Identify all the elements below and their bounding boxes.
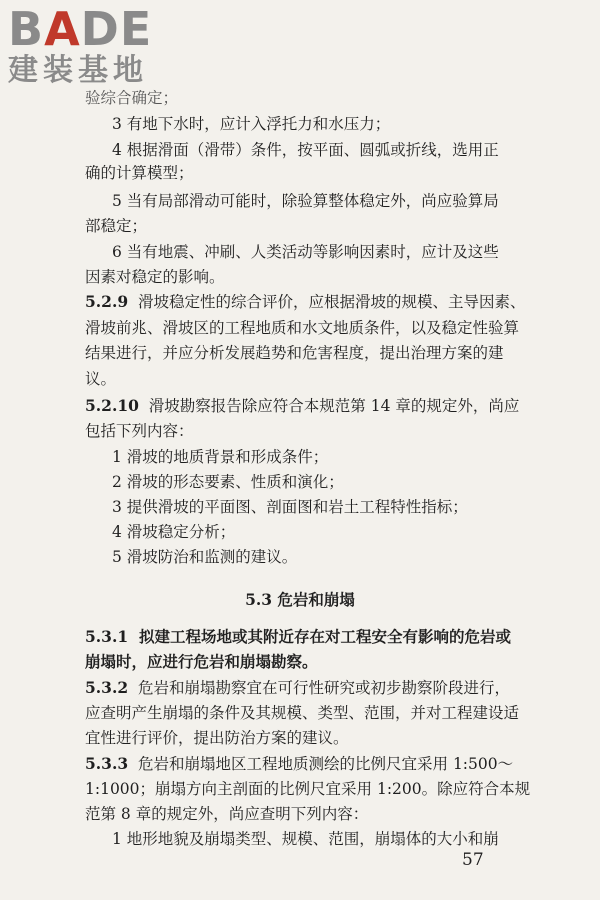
clause-number: 5.3.1 xyxy=(85,627,129,646)
list-item: 1 滑坡的地质背景和形成条件； xyxy=(112,448,329,466)
list-item: 5 滑坡防治和监测的建议。 xyxy=(112,548,298,566)
clause-text: 拟建工程场地或其附近存在对工程安全有影响的危岩或 xyxy=(138,627,511,646)
clause-number: 5.3.2 xyxy=(85,678,129,697)
text-line: 包括下列内容： xyxy=(85,422,194,440)
text-line: 崩塌时，应进行危岩和崩塌勘察。 xyxy=(85,652,318,671)
clause-text: 滑坡勘察报告除应符合本规范第 14 章的规定外，尚应 xyxy=(148,397,520,415)
text-line: 1:1000；崩塌方向主剖面的比例尺宜采用 1:200。除应符合本规 xyxy=(85,780,531,798)
clause-number: 5.2.10 xyxy=(85,396,139,415)
list-item: 2 滑坡的形态要素、性质和演化； xyxy=(112,473,344,491)
text-line: 范第 8 章的规定外，尚应查明下列内容： xyxy=(85,805,369,823)
text-line: 因素对稳定的影响。 xyxy=(85,268,225,286)
text-line: 部稳定； xyxy=(85,217,148,235)
text-line: 应查明产生崩塌的条件及其规模、类型、范围，并对工程建设适 xyxy=(85,704,520,722)
clause-number: 5.2.9 xyxy=(85,292,129,311)
clause-5-2-9 xyxy=(85,292,526,312)
text-line: 议。 xyxy=(85,370,117,388)
text-line: 宜性进行评价，提出防治方案的建议。 xyxy=(85,729,349,747)
list-item: 4 滑坡稳定分析； xyxy=(112,523,236,541)
logo-brand: BADE xyxy=(8,2,153,56)
clause-5-3-2 xyxy=(85,678,510,698)
page-number: 57 xyxy=(462,850,484,870)
clause-text: 危岩和崩塌地区工程地质测绘的比例尺宜采用 1:500～ xyxy=(138,755,514,773)
list-item: 5 当有局部滑动可能时，除验算整体稳定外，尚应验算局 xyxy=(112,192,499,210)
clause-5-2-10 xyxy=(85,396,519,416)
text-line: 滑坡前兆、滑坡区的工程地质和水文地质条件，以及稳定性验算 xyxy=(85,319,520,337)
logo-subtitle: 建装基地 xyxy=(8,53,148,88)
text-line: 验综合确定； xyxy=(85,89,179,107)
text-line: 确的计算模型； xyxy=(85,164,194,182)
clause-text: 滑坡稳定性的综合评价，应根据滑坡的规模、主导因素、 xyxy=(138,293,526,311)
text-line: 结果进行，并应分析发展趋势和危害程度，提出治理方案的建 xyxy=(85,344,504,362)
clause-text: 危岩和崩塌勘察宜在可行性研究或初步勘察阶段进行， xyxy=(138,679,511,697)
clause-number: 5.3.3 xyxy=(85,754,129,773)
clause-5-3-3 xyxy=(85,754,513,774)
list-item: 6 当有地震、冲刷、人类活动等影响因素时，应计及这些 xyxy=(112,243,499,261)
list-item: 3 有地下水时，应计入浮托力和水压力； xyxy=(112,115,391,133)
clause-5-3-1 xyxy=(85,627,511,647)
list-item: 3 提供滑坡的平面图、剖面图和岩土工程特性指标； xyxy=(112,498,468,516)
list-item: 1 地形地貌及崩塌类型、规模、范围，崩塌体的大小和崩 xyxy=(112,830,499,848)
watermark-logo xyxy=(8,2,178,96)
list-item: 4 根据滑面（滑带）条件，按平面、圆弧或折线，选用正 xyxy=(112,141,499,159)
section-heading: 5.3 危岩和崩塌 xyxy=(245,590,355,609)
